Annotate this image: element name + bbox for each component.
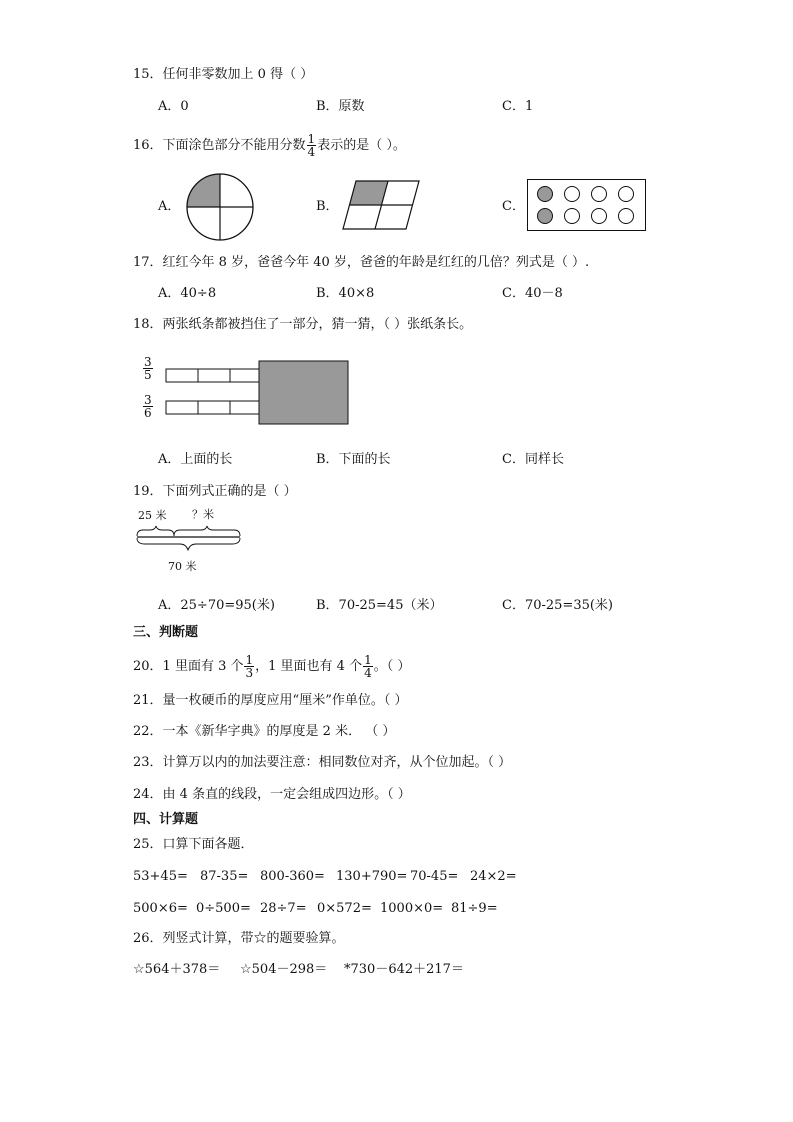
q20-fraction-2 [363,654,373,679]
circles-box-figure [527,179,647,232]
q16-stem-pre: 16．下面涂色部分不能用分数 [133,138,306,153]
calc-item: 81÷9= [451,901,498,916]
q16-frac-num: 1 [307,132,316,146]
paper-strips-figure [165,360,351,426]
question-19-stem: 19．下面列式正确的是（ ） [133,484,297,499]
q19-label-right: ？米 [192,508,214,521]
q18-bot-den: 6 [144,406,152,420]
q18-top-num: 3 [144,355,152,369]
question-23: 23．计算万以内的加法要注意：相同数位对齐，从个位加起。（ ） [133,755,512,770]
calc-item: 28÷7= [260,901,307,916]
q19-label-total: 70 米 [168,560,197,573]
q20-f1-den: 3 [245,666,254,680]
question-26-stem: 26．列竖式计算，带☆的题要验算。 [133,931,345,946]
vertical-calc-item: ☆564＋378＝ [133,962,221,977]
q19-label-left: 25 米 [138,509,167,522]
section-3-heading: 三、判断题 [133,625,199,640]
calc-item: 0×572= [317,901,372,916]
q15-option-c: C．1 [502,99,534,114]
question-15-stem: 15．任何非零数加上 0 得（ ） [133,67,314,82]
question-17-stem: 17．红红今年 8 岁，爸爸今年 40 岁，爸爸的年龄是红红的几倍？列式是（ ）. [133,255,590,270]
question-24: 24．由 4 条直的线段，一定会组成四边形。（ ） [133,787,411,802]
question-25-stem: 25．口算下面各题． [133,837,254,852]
question-18-stem: 18．两张纸条都被挡住了一部分，猜一猜，（ ）张纸条长。 [133,317,473,332]
q20-mid: ，1 里面也有 4 个 [255,659,363,674]
calc-item: 53+45= [133,869,188,884]
q16-option-b: B． [316,199,339,214]
q20-f2-num: 1 [364,653,372,667]
q18-bottom-fraction [143,394,153,419]
q17-option-b: B．40×8 [316,286,375,301]
question-21: 21．量一枚硬币的厚度应用“厘米”作单位。（ ） [133,693,408,708]
vertical-calc-item: *730－642＋217＝ [344,962,464,977]
question-16-stem [133,133,406,158]
q20-post: 。（ ） [373,659,411,674]
q20-pre: 20．1 里面有 3 个 [133,659,244,674]
q20-fraction-1 [244,654,254,679]
q16-option-c: C． [502,199,525,214]
q18-option-a: A．上面的长 [158,452,233,467]
q20-f2-den: 4 [364,666,372,680]
q19-option-a: A．25÷70=95(米) [158,598,275,613]
q18-top-fraction [143,356,153,381]
calc-item: 500×6= [133,901,188,916]
calc-item: 87-35= [200,869,249,884]
calc-item: 24×2= [470,869,517,884]
quartered-circle-figure [185,172,255,242]
q18-option-b: B．下面的长 [316,452,391,467]
q18-top-den: 5 [144,368,152,382]
q16-frac-den: 4 [307,145,316,159]
question-22: 22．一本《新华字典》的厚度是 2 米． （ ） [133,724,396,739]
section-4-heading: 四、计算题 [133,812,199,827]
q20-f1-num: 1 [245,653,254,667]
calc-item: 70-45= [410,869,459,884]
q16-option-a: A． [158,199,181,214]
calc-item: 800-360= [260,869,325,884]
line-segment-figure [134,524,244,554]
vertical-calc-item: ☆504－298＝ [240,962,328,977]
calc-item: 1000×0= [380,901,444,916]
q18-option-c: C．同样长 [502,452,564,467]
calc-item: 130+790= [336,869,408,884]
q17-option-c: C．40－8 [502,286,563,301]
q15-option-b: B．原数 [316,99,365,114]
q19-option-b: B．70-25=45（米） [316,598,443,613]
parallelogram-figure [342,180,422,230]
q18-bot-num: 3 [144,393,152,407]
q17-option-a: A．40÷8 [158,286,217,301]
calc-item: 0÷500= [196,901,251,916]
q16-stem-post: 表示的是（ ）。 [317,138,406,153]
question-20 [133,654,410,679]
q19-option-c: C．70-25=35(米) [502,598,614,613]
q16-fraction [307,133,317,158]
q15-option-a: A．0 [158,99,189,114]
